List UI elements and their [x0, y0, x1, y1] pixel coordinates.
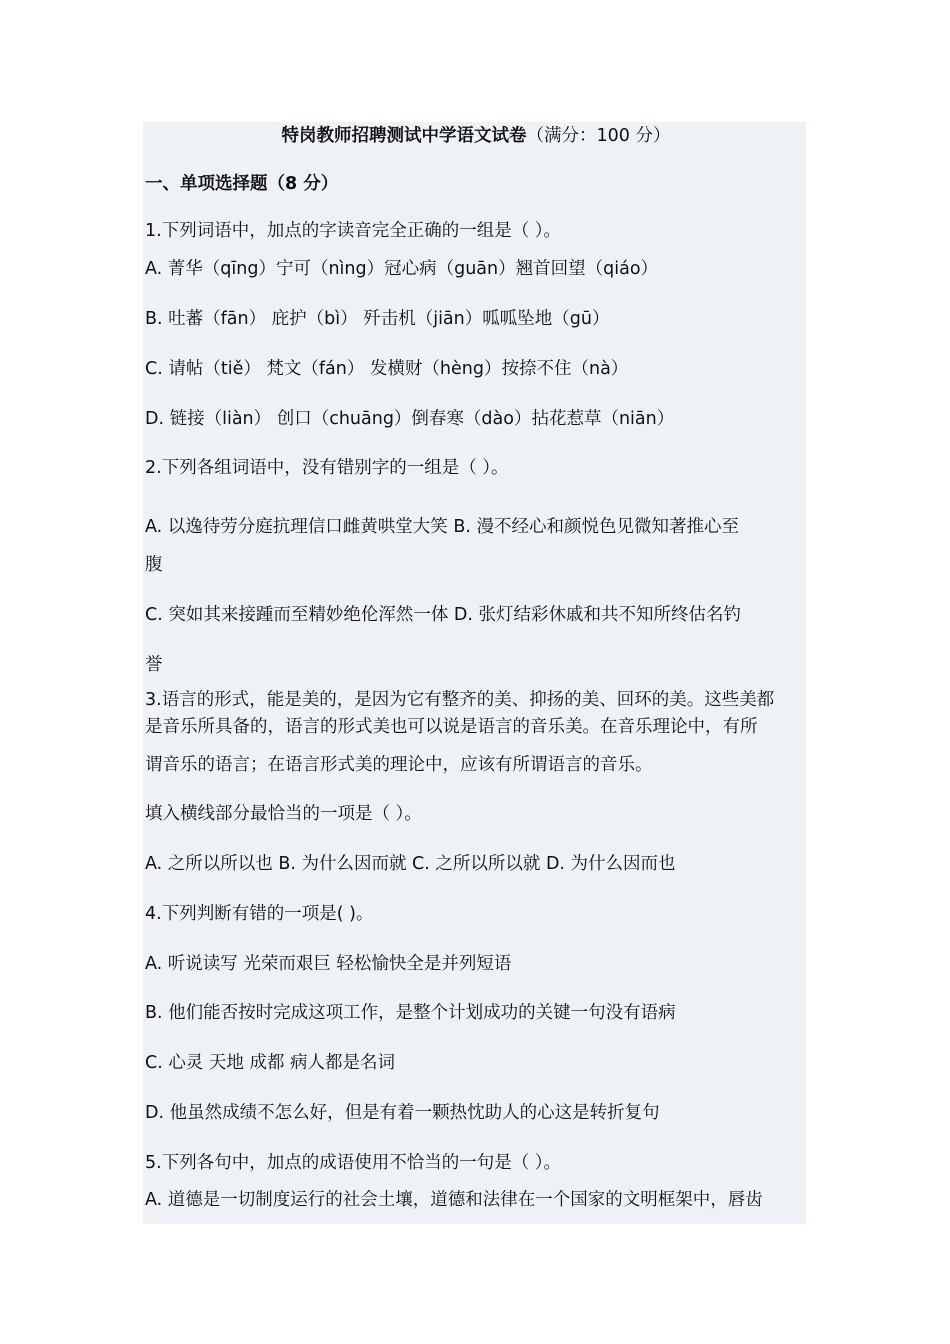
q4-option-d: D. 他虽然成绩不怎么好，但是有着一颗热忱助人的心这是转折复句 — [145, 1103, 660, 1123]
q1-option-c: C. 请帖（tiě） 梵文（fán） 发横财（hèng）按捺不住（nà） — [145, 359, 629, 379]
exam-title-score: （满分：100 分） — [526, 126, 671, 146]
q3-options: A. 之所以所以也 B. 为什么因而就 C. 之所以所以就 D. 为什么因而也 — [145, 854, 676, 874]
question-3-line-1: 3.语言的形式，能是美的，是因为它有整齐的美、抑扬的美、回环的美。这些美都 — [145, 690, 775, 710]
q4-option-b: B. 他们能否按时完成这项工作，是整个计划成功的关键一句没有语病 — [145, 1003, 676, 1023]
q5-option-a: A. 道德是一切制度运行的社会土壤，道德和法律在一个国家的文明框架中，唇齿 — [145, 1190, 763, 1210]
q4-option-a: A. 听说读写 光荣而艰巨 轻松愉快全是并列短语 — [145, 954, 512, 974]
q2-options-ab: A. 以逸待劳分庭抗理信口雌黄哄堂大笑 B. 漫不经心和颜悦色见微知著推心至 — [145, 517, 739, 537]
question-3-prompt: 填入横线部分最恰当的一项是（ ）。 — [145, 804, 422, 824]
section-heading: 一、单项选择题（8 分） — [145, 174, 339, 194]
question-4: 4.下列判断有错的一项是( )。 — [145, 904, 374, 924]
q1-option-b: B. 吐蕃（fān） 庇护（bì） 歼击机（jiān）呱呱坠地（gū） — [145, 309, 610, 329]
question-2: 2.下列各组词语中，没有错别字的一组是（ ）。 — [145, 458, 509, 478]
question-1: 1.下列词语中，加点的字读音完全正确的一组是（ ）。 — [145, 221, 562, 241]
q4-option-c: C. 心灵 天地 成都 病人都是名词 — [145, 1053, 396, 1073]
q2-options-cd-cont: 誉 — [145, 655, 163, 675]
q2-options-ab-cont: 腹 — [145, 555, 163, 575]
question-3-line-2: 是音乐所具备的，语言的形式美也可以说是语言的音乐美。在音乐理论中，有所 — [145, 717, 758, 737]
question-5: 5.下列各句中，加点的成语使用不恰当的一句是（ ）。 — [145, 1153, 562, 1173]
q1-option-a: A. 菁华（qīng）宁可（nìng）冠心病（guān）翘首回望（qiáo） — [145, 259, 659, 279]
question-3-line-3: 谓音乐的语言；在语言形式美的理论中，应该有所谓语言的音乐。 — [145, 755, 653, 775]
exam-title-main: 特岗教师招聘测试中学语文试卷 — [281, 126, 527, 146]
exam-title — [145, 124, 807, 148]
q2-options-cd: C. 突如其来接踵而至精妙绝伦浑然一体 D. 张灯结彩休戚和共不知所终估名钓 — [145, 605, 742, 625]
q1-option-d: D. 链接（liàn） 创口（chuāng）倒春寒（dào）拈花惹草（niān） — [145, 409, 675, 429]
